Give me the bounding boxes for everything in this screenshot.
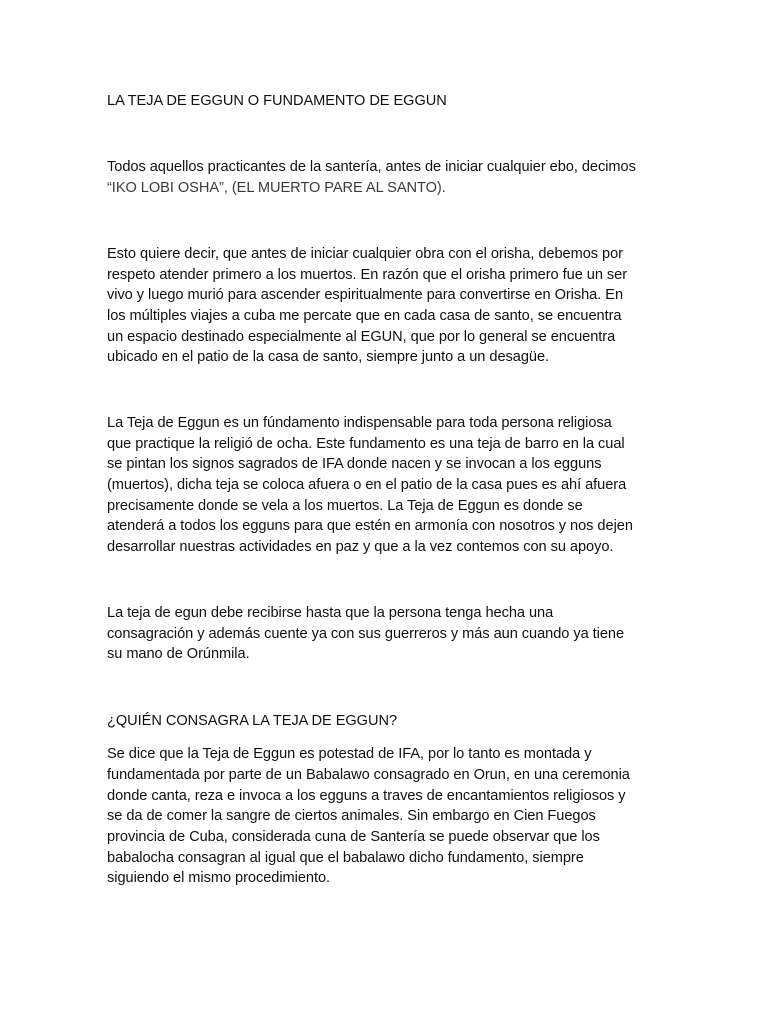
paragraph-2-line-6: ubicado en el patio de la casa de santo, siempre junto a un desagüe. xyxy=(107,349,550,365)
paragraph-2-line-2: respeto atender primero a los muertos. En razón que el orisha primero fue un ser xyxy=(107,267,628,283)
paragraph-2-line-1: Esto quiere decir, que antes de iniciar cualquier obra con el orisha, debemos por xyxy=(107,246,623,262)
paragraph-4-line-2: consagración y además cuente ya con sus guerreros y más aun cuando ya tiene xyxy=(107,626,625,642)
paragraph-2-line-3: vivo y luego murió para ascender espiritualmente para convertirse en Orisha. En xyxy=(107,287,624,303)
document-title: LA TEJA DE EGGUN O FUNDAMENTO DE EGGUN xyxy=(107,93,447,109)
paragraph-5-line-5: provincia de Cuba, considerada cuna de Santería se puede observar que los xyxy=(107,829,600,845)
paragraph-3-line-3: se pintan los signos sagrados de IFA donde nacen y se invocan a los egguns xyxy=(107,456,602,472)
paragraph-4-line-3: su mano de Orúnmila. xyxy=(107,646,250,662)
paragraph-3-line-5: precisamente donde se vela a los muertos. La Teja de Eggun es donde se xyxy=(107,498,583,514)
paragraph-3-line-1: La Teja de Eggun es un fúndamento indispensable para toda persona religiosa xyxy=(107,415,612,431)
paragraph-5-line-2: fundamentada por parte de un Babalawo consagrado en Orun, en una ceremonia xyxy=(107,767,630,783)
paragraph-3-line-7: desarrollar nuestras actividades en paz y que a la vez contemos con su apoyo. xyxy=(107,539,614,555)
paragraph-1-line-1: Todos aquellos practicantes de la santería, antes de iniciar cualquier ebo, decimos xyxy=(107,159,636,175)
paragraph-3-line-6: atenderá a todos los egguns para que estén en armonía con nosotros y nos dejen xyxy=(107,518,633,534)
paragraph-5-line-7: siguiendo el mismo procedimiento. xyxy=(107,870,331,886)
paragraph-5-line-4: se da de comer la sangre de ciertos animales. Sin embargo en Cien Fuegos xyxy=(107,808,596,824)
paragraph-2-line-5: un espacio destinado especialmente al EGUN, que por lo general se encuentra xyxy=(107,329,616,345)
paragraph-5-line-6: babalocha consagran al igual que el babalawo dicho fundamento, siempre xyxy=(107,850,584,866)
paragraph-2-line-4: los múltiples viajes a cuba me percate que en cada casa de santo, se encuentra xyxy=(107,308,622,324)
paragraph-5-line-3: donde canta, reza e invoca a los egguns a traves de encantamientos religiosos y xyxy=(107,788,626,804)
paragraph-3-line-2: que practique la religió de ocha. Este fundamento es una teja de barro en la cual xyxy=(107,436,625,452)
paragraph-5-line-1: Se dice que la Teja de Eggun es potestad de IFA, por lo tanto es montada y xyxy=(107,746,592,762)
paragraph-3-line-4: (muertos), dicha teja se coloca afuera o en el patio de la casa pues es ahí afuera xyxy=(107,477,627,493)
paragraph-4-line-1: La teja de egun debe recibirse hasta que la persona tenga hecha una xyxy=(107,605,554,621)
section-heading-2: ¿QUIÉN CONSAGRA LA TEJA DE EGGUN? xyxy=(107,713,398,729)
paragraph-1-line-2: “IKO LOBI OSHA”, (EL MUERTO PARE AL SANTO). xyxy=(107,180,446,196)
